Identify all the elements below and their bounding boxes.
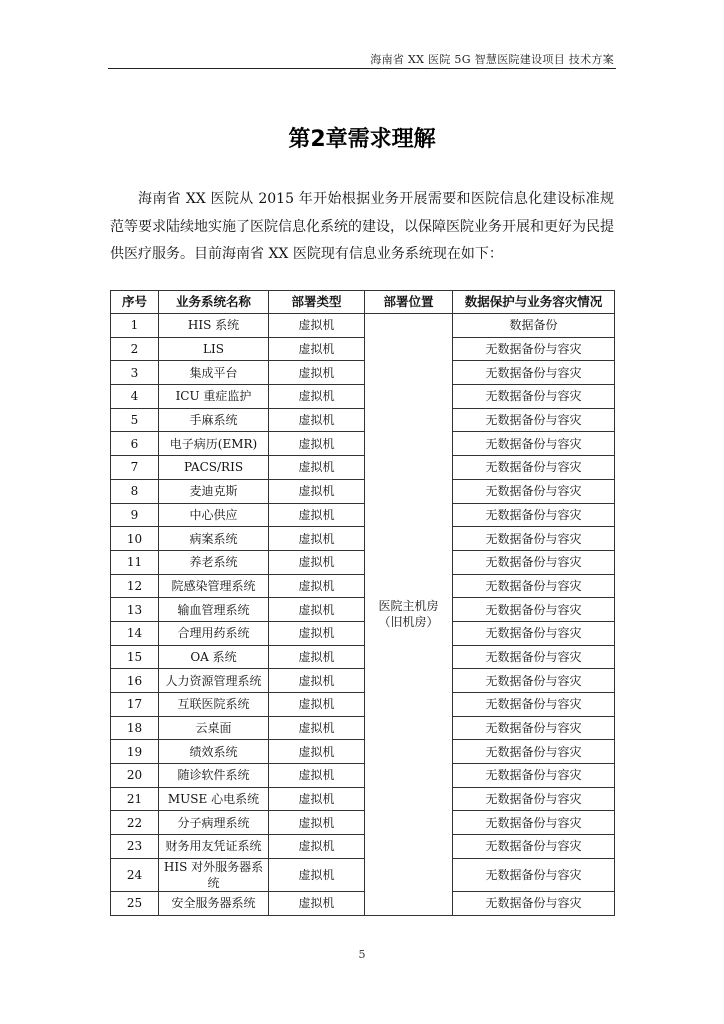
row-number: 3 — [111, 361, 159, 385]
protection-status: 无数据备份与容灾 — [453, 621, 615, 645]
system-name: 互联医院系统 — [159, 693, 269, 717]
protection-status: 无数据备份与容灾 — [453, 598, 615, 622]
table-row — [111, 314, 615, 338]
deploy-type: 虚拟机 — [269, 835, 365, 859]
table-row — [111, 764, 615, 788]
row-number: 9 — [111, 503, 159, 527]
protection-status: 无数据备份与容灾 — [453, 858, 615, 891]
row-number: 13 — [111, 598, 159, 622]
row-number: 18 — [111, 716, 159, 740]
protection-status: 无数据备份与容灾 — [453, 432, 615, 456]
row-number: 4 — [111, 385, 159, 409]
row-number: 23 — [111, 835, 159, 859]
column-header: 部署类型 — [269, 291, 365, 314]
row-number: 6 — [111, 432, 159, 456]
table-row — [111, 337, 615, 361]
system-name: 输血管理系统 — [159, 598, 269, 622]
table-row — [111, 645, 615, 669]
table-row — [111, 740, 615, 764]
row-number: 14 — [111, 621, 159, 645]
table-row — [111, 385, 615, 409]
protection-status: 无数据备份与容灾 — [453, 337, 615, 361]
protection-status: 无数据备份与容灾 — [453, 764, 615, 788]
row-number: 22 — [111, 811, 159, 835]
table-row — [111, 787, 615, 811]
protection-status: 无数据备份与容灾 — [453, 787, 615, 811]
system-name: 随诊软件系统 — [159, 764, 269, 788]
deploy-type: 虚拟机 — [269, 669, 365, 693]
system-name: 集成平台 — [159, 361, 269, 385]
table-row — [111, 891, 615, 915]
protection-status: 无数据备份与容灾 — [453, 479, 615, 503]
system-name: MUSE 心电系统 — [159, 787, 269, 811]
deploy-type: 虚拟机 — [269, 574, 365, 598]
table-row — [111, 835, 615, 859]
table-row — [111, 858, 615, 891]
table-row — [111, 574, 615, 598]
protection-status: 无数据备份与容灾 — [453, 456, 615, 480]
protection-status: 无数据备份与容灾 — [453, 527, 615, 551]
table-row — [111, 503, 615, 527]
table-row — [111, 408, 615, 432]
page-header-title: 海南省 XX 医院 5G 智慧医院建设项目 技术方案 — [370, 53, 614, 66]
protection-status: 无数据备份与容灾 — [453, 835, 615, 859]
system-name: PACS/RIS — [159, 456, 269, 480]
table-row — [111, 693, 615, 717]
row-number: 24 — [111, 858, 159, 891]
business-system-table — [110, 290, 615, 916]
table-row — [111, 811, 615, 835]
deploy-location-line2: （旧机房） — [378, 615, 439, 630]
deploy-type: 虚拟机 — [269, 337, 365, 361]
row-number: 2 — [111, 337, 159, 361]
table-row — [111, 669, 615, 693]
row-number: 25 — [111, 891, 159, 915]
table-header-row — [111, 291, 615, 314]
system-name: 绩效系统 — [159, 740, 269, 764]
system-name: 电子病历(EMR) — [159, 432, 269, 456]
row-number: 20 — [111, 764, 159, 788]
table-row — [111, 456, 615, 480]
protection-status: 无数据备份与容灾 — [453, 811, 615, 835]
column-header: 部署位置 — [365, 291, 453, 314]
system-name: 院感染管理系统 — [159, 574, 269, 598]
column-header: 业务系统名称 — [159, 291, 269, 314]
column-header: 数据保护与业务容灾情况 — [453, 291, 615, 314]
table-row — [111, 479, 615, 503]
deploy-type: 虚拟机 — [269, 550, 365, 574]
system-name: 手麻系统 — [159, 408, 269, 432]
protection-status: 无数据备份与容灾 — [453, 716, 615, 740]
deploy-type: 虚拟机 — [269, 527, 365, 551]
protection-status: 无数据备份与容灾 — [453, 645, 615, 669]
row-number: 10 — [111, 527, 159, 551]
table-body — [111, 314, 615, 916]
protection-status: 无数据备份与容灾 — [453, 408, 615, 432]
deploy-type: 虚拟机 — [269, 456, 365, 480]
row-number: 8 — [111, 479, 159, 503]
row-number: 7 — [111, 456, 159, 480]
protection-status: 无数据备份与容灾 — [453, 503, 615, 527]
system-name: 病案系统 — [159, 527, 269, 551]
system-name: OA 系统 — [159, 645, 269, 669]
protection-status: 无数据备份与容灾 — [453, 361, 615, 385]
deploy-type: 虚拟机 — [269, 645, 365, 669]
deploy-type: 虚拟机 — [269, 314, 365, 338]
row-number: 17 — [111, 693, 159, 717]
table-row — [111, 621, 615, 645]
table-row — [111, 598, 615, 622]
protection-status: 无数据备份与容灾 — [453, 574, 615, 598]
deploy-type: 虚拟机 — [269, 385, 365, 409]
protection-status: 无数据备份与容灾 — [453, 740, 615, 764]
row-number: 5 — [111, 408, 159, 432]
row-number: 19 — [111, 740, 159, 764]
system-name: 麦迪克斯 — [159, 479, 269, 503]
table-row — [111, 361, 615, 385]
deploy-type: 虚拟机 — [269, 598, 365, 622]
row-number: 21 — [111, 787, 159, 811]
row-number: 16 — [111, 669, 159, 693]
system-name: 云桌面 — [159, 716, 269, 740]
system-name: 人力资源管理系统 — [159, 669, 269, 693]
deploy-type: 虚拟机 — [269, 716, 365, 740]
row-number: 15 — [111, 645, 159, 669]
intro-paragraph: 海南省 XX 医院从 2015 年开始根据业务开展需要和医院信息化建设标准规范等要求陆续地实施了医院信息化系统的建设，以保障医院业务开展和更好为民提供医疗服务。目前海南省 XX 医院现有信息业务系统现在如下： — [110, 191, 614, 262]
deploy-type: 虚拟机 — [269, 503, 365, 527]
protection-status: 无数据备份与容灾 — [453, 891, 615, 915]
protection-status: 无数据备份与容灾 — [453, 693, 615, 717]
deploy-type: 虚拟机 — [269, 621, 365, 645]
system-name: 财务用友凭证系统 — [159, 835, 269, 859]
row-number: 1 — [111, 314, 159, 338]
table-row — [111, 550, 615, 574]
deploy-type: 虚拟机 — [269, 408, 365, 432]
protection-status: 数据备份 — [453, 314, 615, 338]
system-name: LIS — [159, 337, 269, 361]
protection-status: 无数据备份与容灾 — [453, 669, 615, 693]
deploy-type: 虚拟机 — [269, 858, 365, 891]
system-name: HIS 对外服务器系统 — [159, 858, 269, 891]
header-rule — [108, 68, 616, 69]
chapter-title: 第2章需求理解 — [288, 127, 436, 152]
deploy-type: 虚拟机 — [269, 361, 365, 385]
row-number: 12 — [111, 574, 159, 598]
system-name: 合理用药系统 — [159, 621, 269, 645]
system-name: 中心供应 — [159, 503, 269, 527]
protection-status: 无数据备份与容灾 — [453, 550, 615, 574]
system-name: 分子病理系统 — [159, 811, 269, 835]
deploy-type: 虚拟机 — [269, 432, 365, 456]
row-number: 11 — [111, 550, 159, 574]
table-row — [111, 432, 615, 456]
deploy-location — [365, 314, 453, 916]
deploy-type: 虚拟机 — [269, 891, 365, 915]
deploy-type: 虚拟机 — [269, 787, 365, 811]
table-row — [111, 716, 615, 740]
deploy-type: 虚拟机 — [269, 693, 365, 717]
table-row — [111, 527, 615, 551]
deploy-location-line1: 医院主机房 — [378, 599, 439, 614]
system-name: HIS 系统 — [159, 314, 269, 338]
deploy-type: 虚拟机 — [269, 764, 365, 788]
system-name: ICU 重症监护 — [159, 385, 269, 409]
system-name: 安全服务器系统 — [159, 891, 269, 915]
protection-status: 无数据备份与容灾 — [453, 385, 615, 409]
system-name: 养老系统 — [159, 550, 269, 574]
deploy-type: 虚拟机 — [269, 740, 365, 764]
deploy-type: 虚拟机 — [269, 479, 365, 503]
deploy-type: 虚拟机 — [269, 811, 365, 835]
column-header: 序号 — [111, 291, 159, 314]
page-number: 5 — [358, 948, 366, 961]
